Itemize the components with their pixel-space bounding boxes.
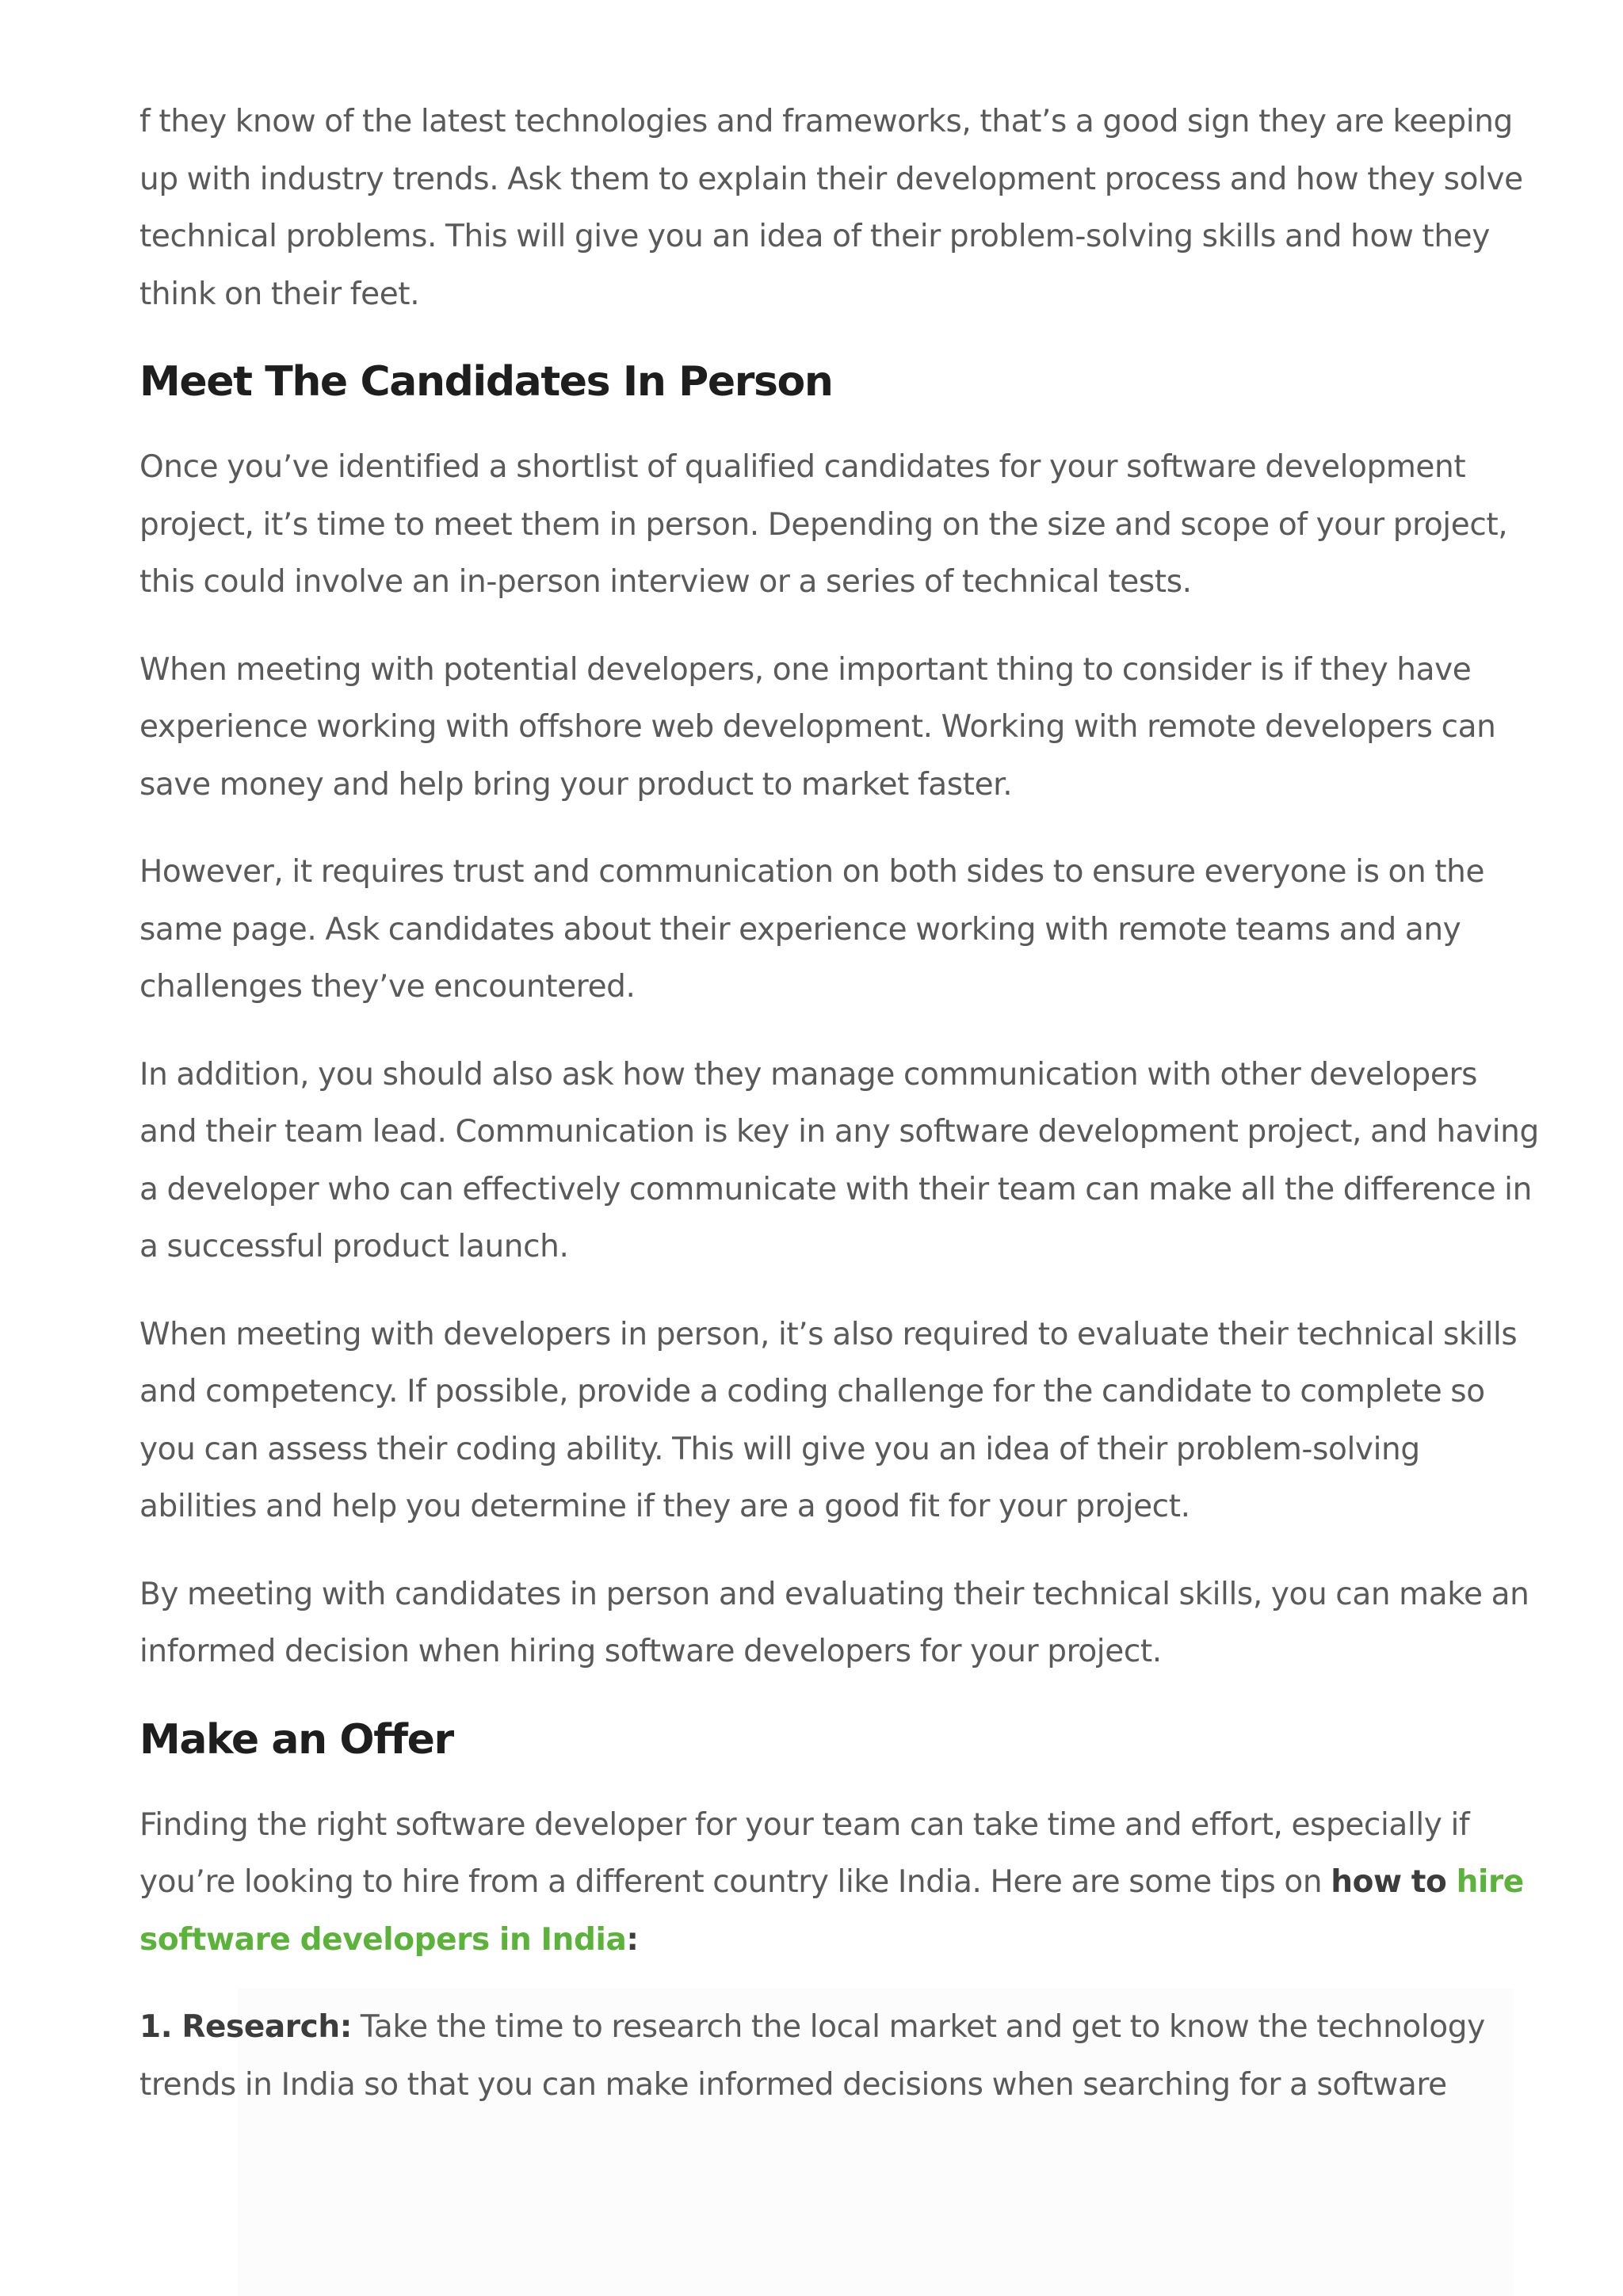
list-item-label: 1. Research: <box>139 2009 352 2045</box>
bold-colon: : <box>626 1921 639 1958</box>
paragraph-communication: In addition, you should also ask how they manage communication with other developers and their team lead. Communication is key in any software development project, and having a developer who can effectively communicate with their team can make all the difference in a successful product launch. <box>139 1056 1539 1264</box>
section-heading-meet-candidates: Meet The Candidates In Person <box>139 358 833 406</box>
section-heading-make-offer: Make an Offer <box>139 1715 453 1764</box>
paragraph-shortlist: Once you’ve identified a shortlist of qualified candidates for your software development project, it’s time to meet them in person. Depending on the size and scope of your project, this could involve an in-person interview or a series of technical tests. <box>139 449 1508 600</box>
paragraph-offshore: When meeting with potential developers, one important thing to consider is if they have experience working with offshore web development. Working with remote developers can save money and help bring your product to market faster. <box>139 651 1496 803</box>
paragraph-informed-decision: By meeting with candidates in person and evaluating their technical skills, you can make an informed decision when hiring software developers for your project. <box>139 1576 1529 1669</box>
paragraph-technical-skills: When meeting with developers in person, it’s also required to evaluate their technical skills and competency. If possible, provide a coding challenge for the candidate to complete so you can assess their coding ability. This will give you an idea of their problem-solving abilities and help you determine if they are a good fit for your project. <box>139 1316 1518 1524</box>
list-item-text: Take the time to research the local market and get to know the technology trends in India so that you can make informed decisions when searching for a software <box>139 2009 1485 2103</box>
bold-how-to: how to <box>1331 1864 1457 1900</box>
paragraph-finding-text: Finding the right software developer for your team can take time and effort, especially if you’re looking to hire from a different country like India. Here are some tips on <box>139 1806 1470 1900</box>
link-hire-developers-india[interactable]: hire software developers in India <box>139 1864 1524 1958</box>
paragraph-finding-developer <box>139 1797 1542 1970</box>
list-item-research <box>139 1999 1542 2114</box>
intro-paragraph: f they know of the latest technologies and frameworks, that’s a good sign they are keeping up with industry trends. Ask them to explain their development process and how they solve technical problems. This will give you an idea of their problem-solving skills and how they think on their feet. <box>139 104 1523 312</box>
article-body <box>139 93 1542 2144</box>
paragraph-trust: However, it requires trust and communication on both sides to ensure everyone is on the same page. Ask candidates about their experience working with remote teams and any challenges they’ve encountered. <box>139 854 1485 1005</box>
